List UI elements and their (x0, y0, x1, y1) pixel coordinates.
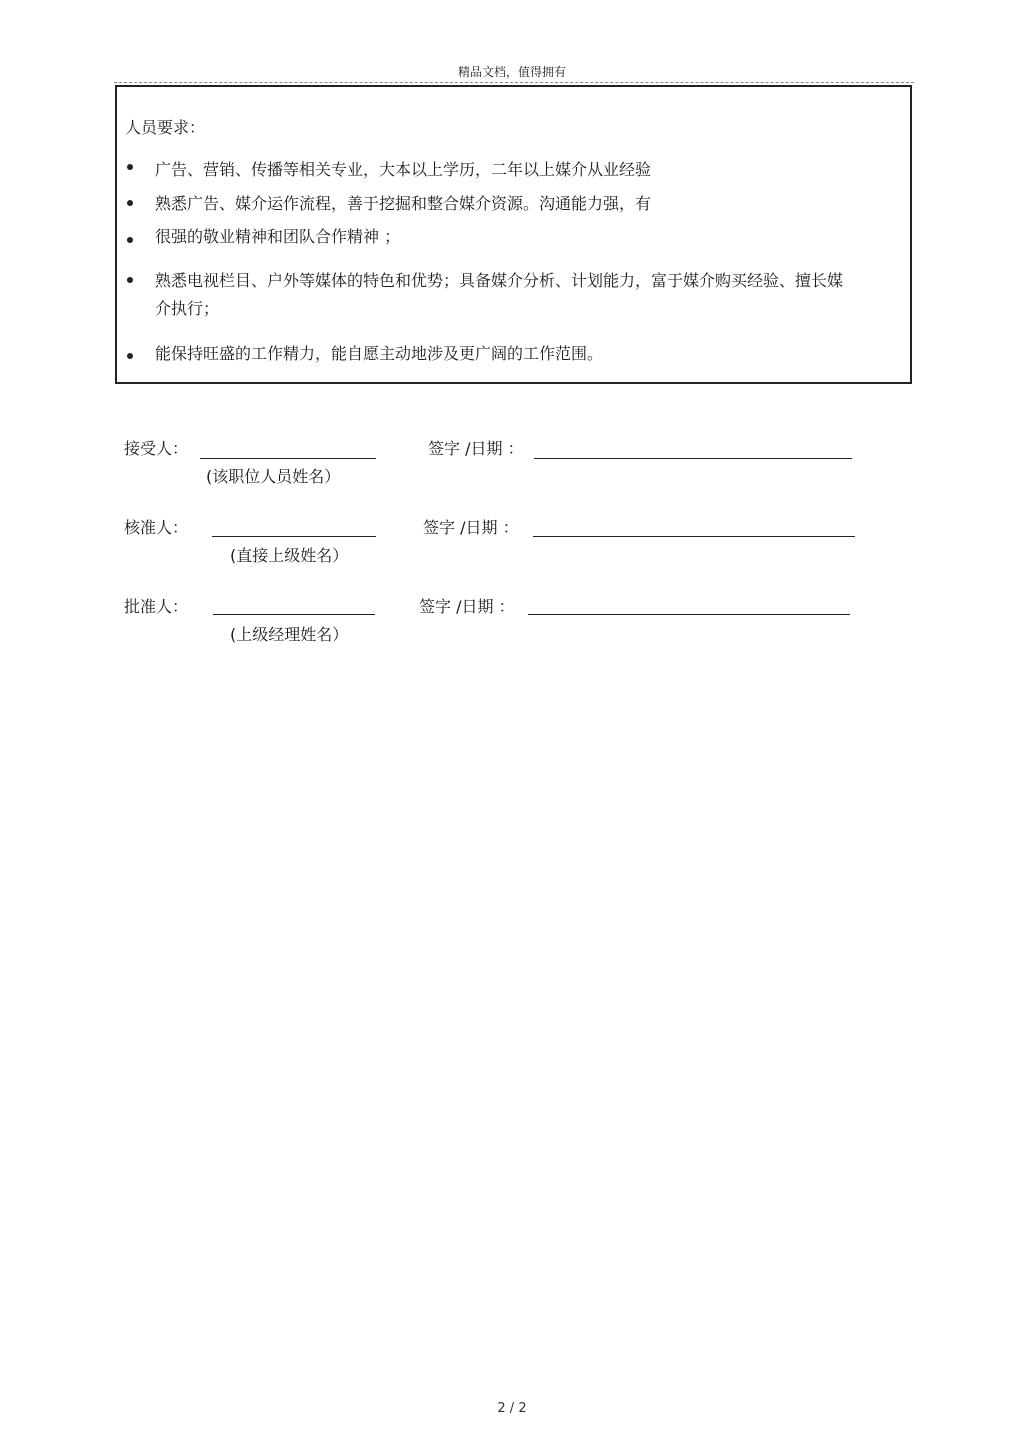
checker-label: 核准人： (124, 518, 189, 537)
bullet-icon (127, 353, 133, 359)
approver-name-line[interactable] (213, 614, 375, 615)
checker-date-label: 签字 /日期 ： (423, 518, 519, 537)
receiver-date-label: 签字 /日期 ： (428, 439, 524, 458)
bullet-icon (127, 277, 133, 283)
approver-date-label: 签字 /日期 ： (419, 597, 515, 616)
requirement-text: 熟悉电视栏目、户外等媒体的特色和优势；具备媒介分析、计划能力，富于媒介购买经验、擅长媒介执行； (155, 271, 844, 318)
requirement-text: 能保持旺盛的工作精力，能自愿主动地涉及更广阔的工作范围。 (155, 344, 604, 363)
receiver-date-line[interactable] (534, 458, 852, 459)
bullet-icon (127, 200, 133, 206)
approver-hint: (上级经理姓名） (230, 625, 349, 644)
requirement-text: 很强的敬业精神和团队合作精神 ； (155, 227, 401, 246)
approver-date-line[interactable] (528, 614, 850, 615)
checker-hint: (直接上级姓名） (230, 546, 349, 565)
document-header: 精品文档，值得拥有 (457, 65, 566, 79)
requirements-title: 人员要求： (125, 118, 206, 137)
requirement-text: 广告、营销、传播等相关专业，大本以上学历，二年以上媒介从业经验 (155, 160, 652, 179)
bullet-icon (127, 164, 133, 170)
receiver-name-line[interactable] (200, 458, 376, 459)
requirement-text: 熟悉广告、媒介运作流程，善于挖掘和整合媒介资源。沟通能力强，有 (155, 194, 652, 213)
bullet-icon (127, 237, 133, 243)
receiver-label: 接受人： (124, 439, 189, 458)
checker-date-line[interactable] (533, 536, 855, 537)
receiver-hint: (该职位人员姓名） (206, 467, 341, 486)
page-number: 2 / 2 (497, 1401, 527, 1416)
checker-name-line[interactable] (212, 536, 376, 537)
requirements-box (115, 85, 912, 384)
requirement-item (117, 267, 877, 327)
header-divider (114, 82, 914, 83)
approver-label: 批准人： (124, 597, 189, 616)
